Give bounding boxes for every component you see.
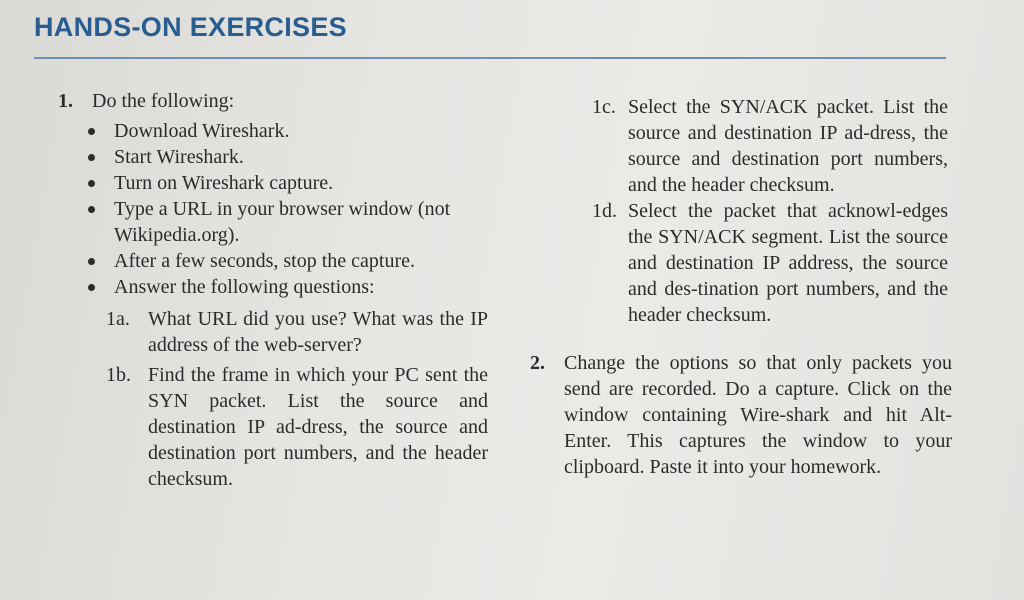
question-1c	[530, 94, 948, 198]
bullet-item	[58, 144, 488, 170]
bullet-text: Type a URL in your browser window (not Wikipedia.org).	[114, 198, 451, 246]
bullet-icon	[88, 180, 95, 187]
bullet-text: Download Wireshark.	[114, 120, 290, 142]
bullet-item	[58, 248, 488, 274]
question-text: What URL did you use? What was the IP address of the web-server?	[148, 308, 488, 356]
bullet-icon	[88, 128, 95, 135]
question-text: Select the packet that acknowl-edges the SYN/ACK segment. List the source and destination IP address, the source and des-tination port numbers, and the header checksum.	[628, 200, 948, 326]
bullet-text: Start Wireshark.	[114, 146, 244, 168]
right-column	[530, 94, 958, 480]
bullet-item	[58, 274, 488, 300]
exercise-1-intro: Do the following:	[92, 90, 235, 112]
exercise-1	[58, 88, 488, 114]
question-1d	[530, 198, 948, 328]
question-label: 1d.	[592, 200, 617, 222]
bullet-text: After a few seconds, stop the capture.	[114, 250, 415, 272]
bullet-text: Turn on Wireshark capture.	[114, 172, 334, 194]
bullet-text: Answer the following questions:	[114, 276, 375, 298]
exercise-2-text: Change the options so that only packets you send are recorded. Do a capture. Click on the window containing Wire-shark and hit Alt-Enter. This captures the window to your clipboard. Paste it into your homework.	[564, 352, 952, 478]
exercise-1-bullets	[58, 118, 488, 300]
question-label: 1b.	[106, 364, 131, 386]
question-label: 1c.	[592, 96, 616, 118]
question-1a	[58, 306, 488, 358]
bullet-icon	[88, 284, 95, 291]
left-column	[58, 88, 488, 492]
exercise-2	[530, 350, 952, 480]
bullet-item	[58, 170, 488, 196]
bullet-icon	[88, 206, 95, 213]
question-text: Find the frame in which your PC sent the SYN packet. List the source and destination IP ad-dress, the source and destination port numbers, and the header checksum.	[148, 364, 488, 490]
section-heading: HANDS-ON EXERCISES	[34, 12, 347, 42]
question-1b	[58, 362, 488, 492]
bullet-item	[58, 118, 488, 144]
bullet-icon	[88, 154, 95, 161]
exercise-1-number: 1.	[58, 90, 73, 112]
bullet-icon	[88, 258, 95, 265]
question-label: 1a.	[106, 308, 130, 330]
heading-rule	[34, 57, 946, 59]
question-text: Select the SYN/ACK packet. List the source and destination IP ad-dress, the source and destination port numbers, and the header checksum.	[628, 96, 948, 196]
bullet-item	[58, 196, 488, 248]
exercise-2-number: 2.	[530, 352, 545, 374]
